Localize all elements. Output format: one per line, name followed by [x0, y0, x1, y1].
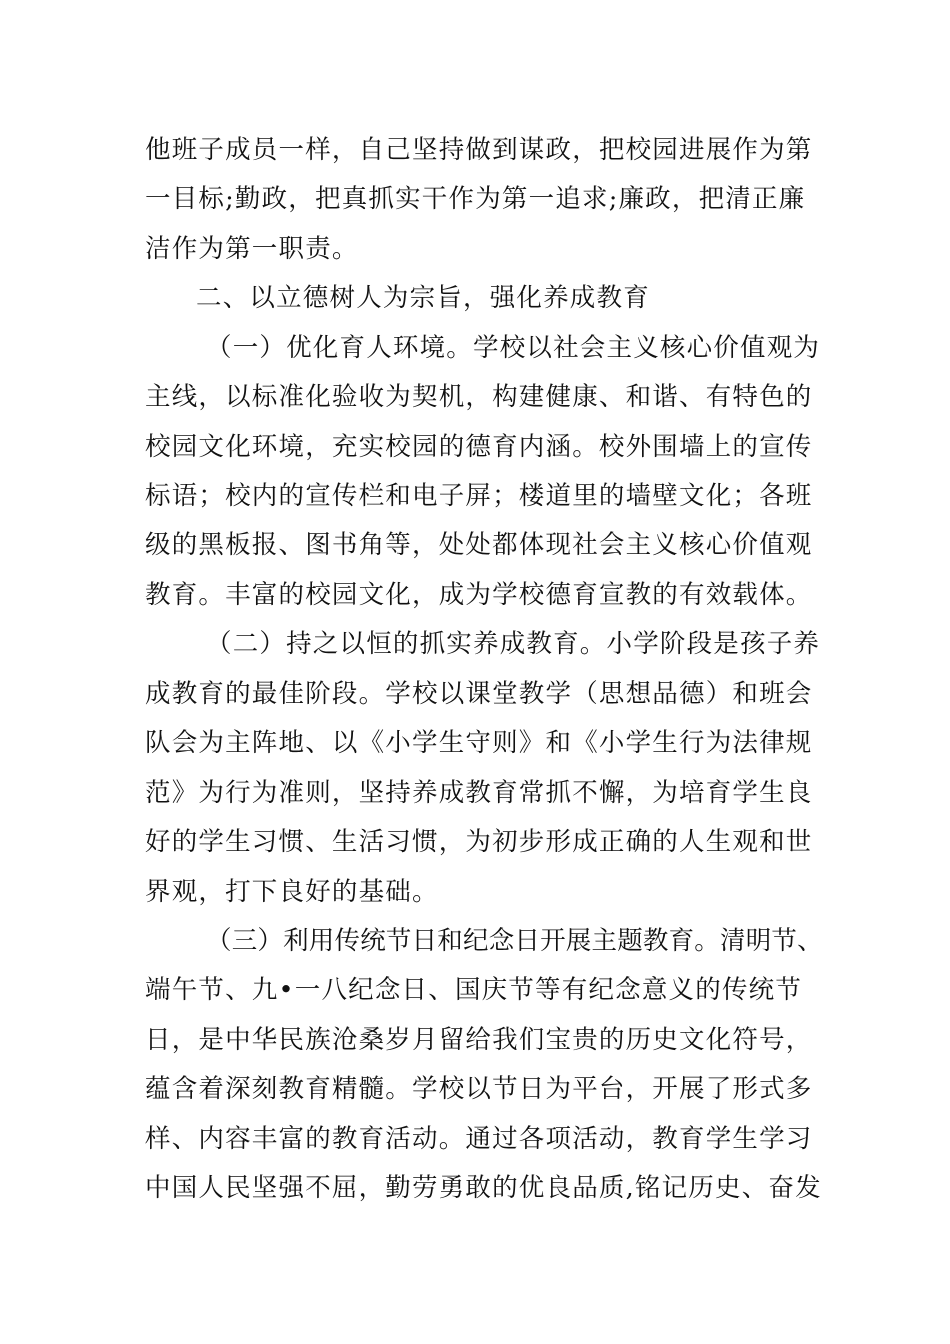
text-line: 成教育的最佳阶段。学校以课堂教学（思想品德）和班会 — [145, 679, 813, 709]
text-line: 级的黑板报、图书角等，处处都体现社会主义核心价值观 — [145, 530, 813, 560]
text-line: 样、内容丰富的教育活动。通过各项活动，教育学生学习 — [145, 1124, 813, 1154]
text-line: 洁作为第一职责。 — [145, 234, 359, 264]
text-line: 队会为主阵地、以《小学生守则》和《小学生行为法律规 — [145, 728, 813, 758]
text-line: （一）优化育人环境。学校以社会主义核心价值观为 — [206, 333, 821, 363]
text-line: 一目标;勤政，把真抓实干作为第一追求;廉政，把清正廉 — [145, 184, 806, 214]
text-line: 好的学生习惯、生活习惯，为初步形成正确的人生观和世 — [145, 827, 813, 857]
text-line: 主线，以标准化验收为契机，构建健康、和谐、有特色的 — [145, 382, 813, 412]
text-line: （二）持之以恒的抓实养成教育。小学阶段是孩子养 — [206, 629, 821, 659]
text-line: （三）利用传统节日和纪念日开展主题教育。清明节、 — [206, 926, 823, 956]
text-line: 日，是中华民族沧桑岁月留给我们宝贵的历史文化符号， — [145, 1025, 813, 1055]
text-line: 中国人民坚强不屈，勤劳勇敢的优良品质,铭记历史、奋发 — [145, 1173, 822, 1203]
section-heading: 二、以立德树人为宗旨，强化养成教育 — [196, 283, 650, 313]
text-line: 标语；校内的宣传栏和电子屏；楼道里的墙壁文化；各班 — [145, 481, 813, 511]
text-line: 界观，打下良好的基础。 — [145, 877, 439, 907]
text-line: 范》为行为准则，坚持养成教育常抓不懈，为培育学生良 — [145, 778, 813, 808]
text-line: 校园文化环境，充实校园的德育内涵。校外围墙上的宣传 — [145, 432, 813, 462]
text-line: 教育。丰富的校园文化，成为学校德育宣教的有效载体。 — [145, 580, 813, 610]
text-line: 端午节、九•一八纪念日、国庆节等有纪念意义的传统节 — [145, 975, 803, 1005]
text-line: 他班子成员一样，自己坚持做到谋政，把校园进展作为第 — [145, 135, 813, 165]
text-line: 蕴含着深刻教育精髓。学校以节日为平台，开展了形式多 — [145, 1074, 813, 1104]
